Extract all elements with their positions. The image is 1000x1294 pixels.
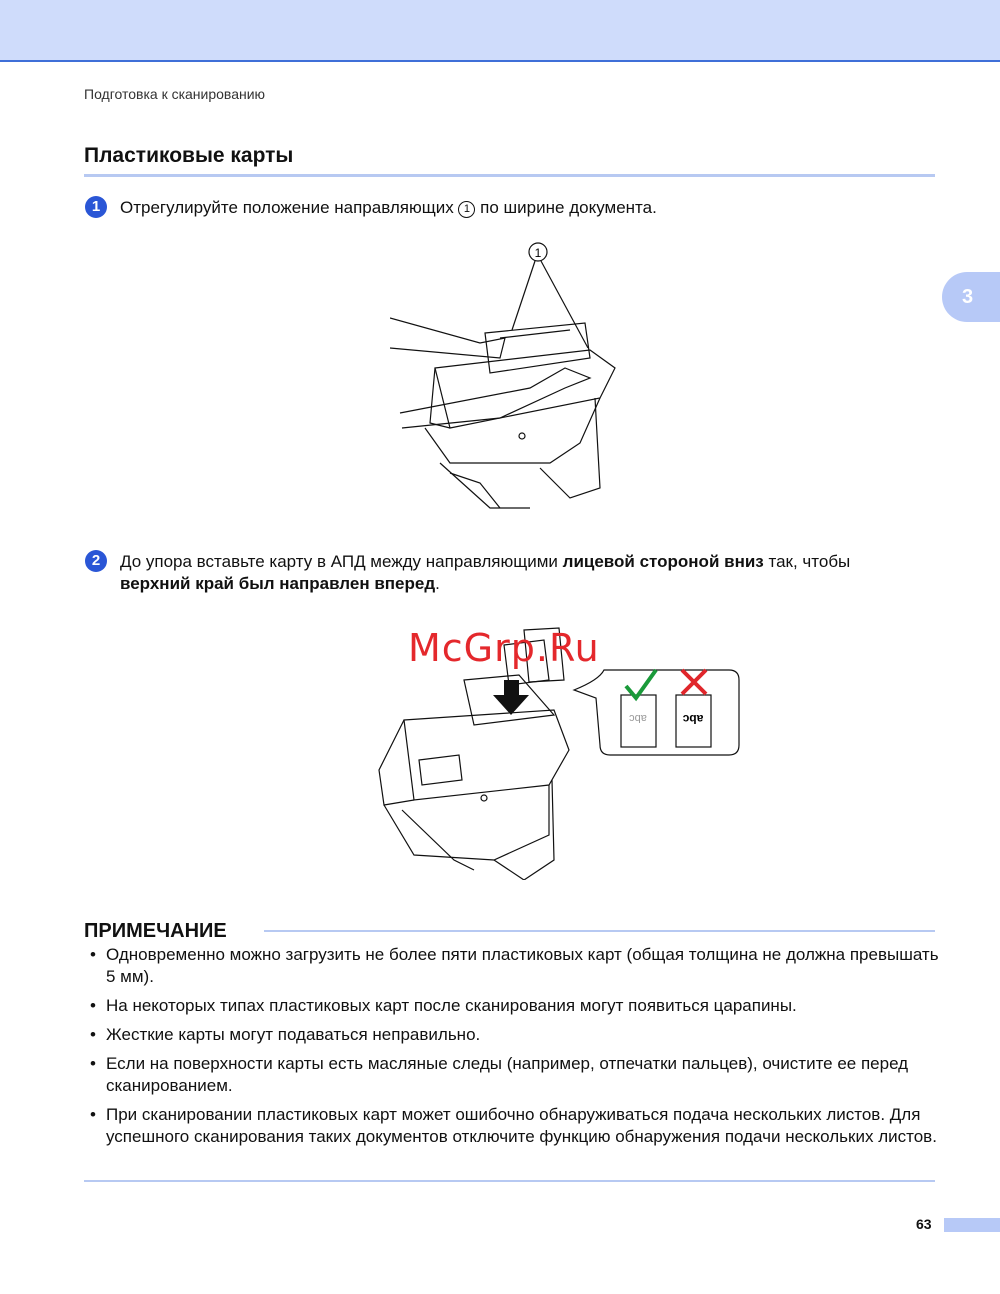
chapter-tab[interactable]: 3 xyxy=(942,272,1000,322)
card-label-wrong: abc xyxy=(682,712,704,726)
page-number-bar xyxy=(944,1218,1000,1232)
figure-callout: 1 xyxy=(534,246,542,260)
insert-arrow-icon xyxy=(493,680,529,715)
step-2-text-b: так, чтобы xyxy=(763,552,851,571)
card-label-correct: abc xyxy=(629,712,647,724)
callout-marker: 1 xyxy=(458,201,475,218)
step-2-text-a: До упора вставьте карту в АПД между направляющими xyxy=(120,552,563,571)
note-item: • На некоторых типах пластиковых карт после сканирования могут появиться царапины. xyxy=(84,995,944,1017)
step-2-badge: 2 xyxy=(85,550,107,572)
page-number: 63 xyxy=(916,1216,932,1232)
header-band xyxy=(0,0,1000,62)
step-1-text-b: по ширине документа. xyxy=(475,198,657,217)
note-divider xyxy=(264,930,935,932)
check-icon xyxy=(626,670,656,698)
step-2-bold-a: лицевой стороной вниз xyxy=(562,552,764,571)
note-item: • При сканировании пластиковых карт может ошибочно обнаруживаться подача нескольких листов. Для успешного сканирования таких документов отключите функцию обнаружения подачи нескольких листов. xyxy=(84,1104,944,1148)
step-2-text-c: . xyxy=(435,574,440,593)
step-1-badge: 1 xyxy=(85,196,107,218)
figure-adjust-guides xyxy=(390,238,630,518)
step-2-text xyxy=(120,551,920,595)
note-item: • Жесткие карты могут подаваться неправильно. xyxy=(84,1024,944,1046)
note-item: • Если на поверхности карты есть масляные следы (например, отпечатки пальцев), очистите ее перед сканированием. xyxy=(84,1053,944,1097)
step-2-bold-b: верхний край был направлен вперед xyxy=(120,574,436,593)
section-title: Пластиковые карты xyxy=(84,144,294,167)
breadcrumb: Подготовка к сканированию xyxy=(84,86,266,102)
watermark: McGrp.Ru xyxy=(408,626,600,670)
note-item: • Одновременно можно загрузить не более пяти пластиковых карт (общая толщина не должна превышать 5 мм). xyxy=(84,944,944,988)
cross-icon xyxy=(682,670,706,694)
note-list xyxy=(84,944,944,1155)
title-divider xyxy=(84,174,935,177)
step-1-text xyxy=(120,197,920,219)
step-1-text-a: Отрегулируйте положение направляющих xyxy=(120,198,459,217)
note-title: ПРИМЕЧАНИЕ xyxy=(84,920,227,942)
footer-divider xyxy=(84,1180,935,1182)
